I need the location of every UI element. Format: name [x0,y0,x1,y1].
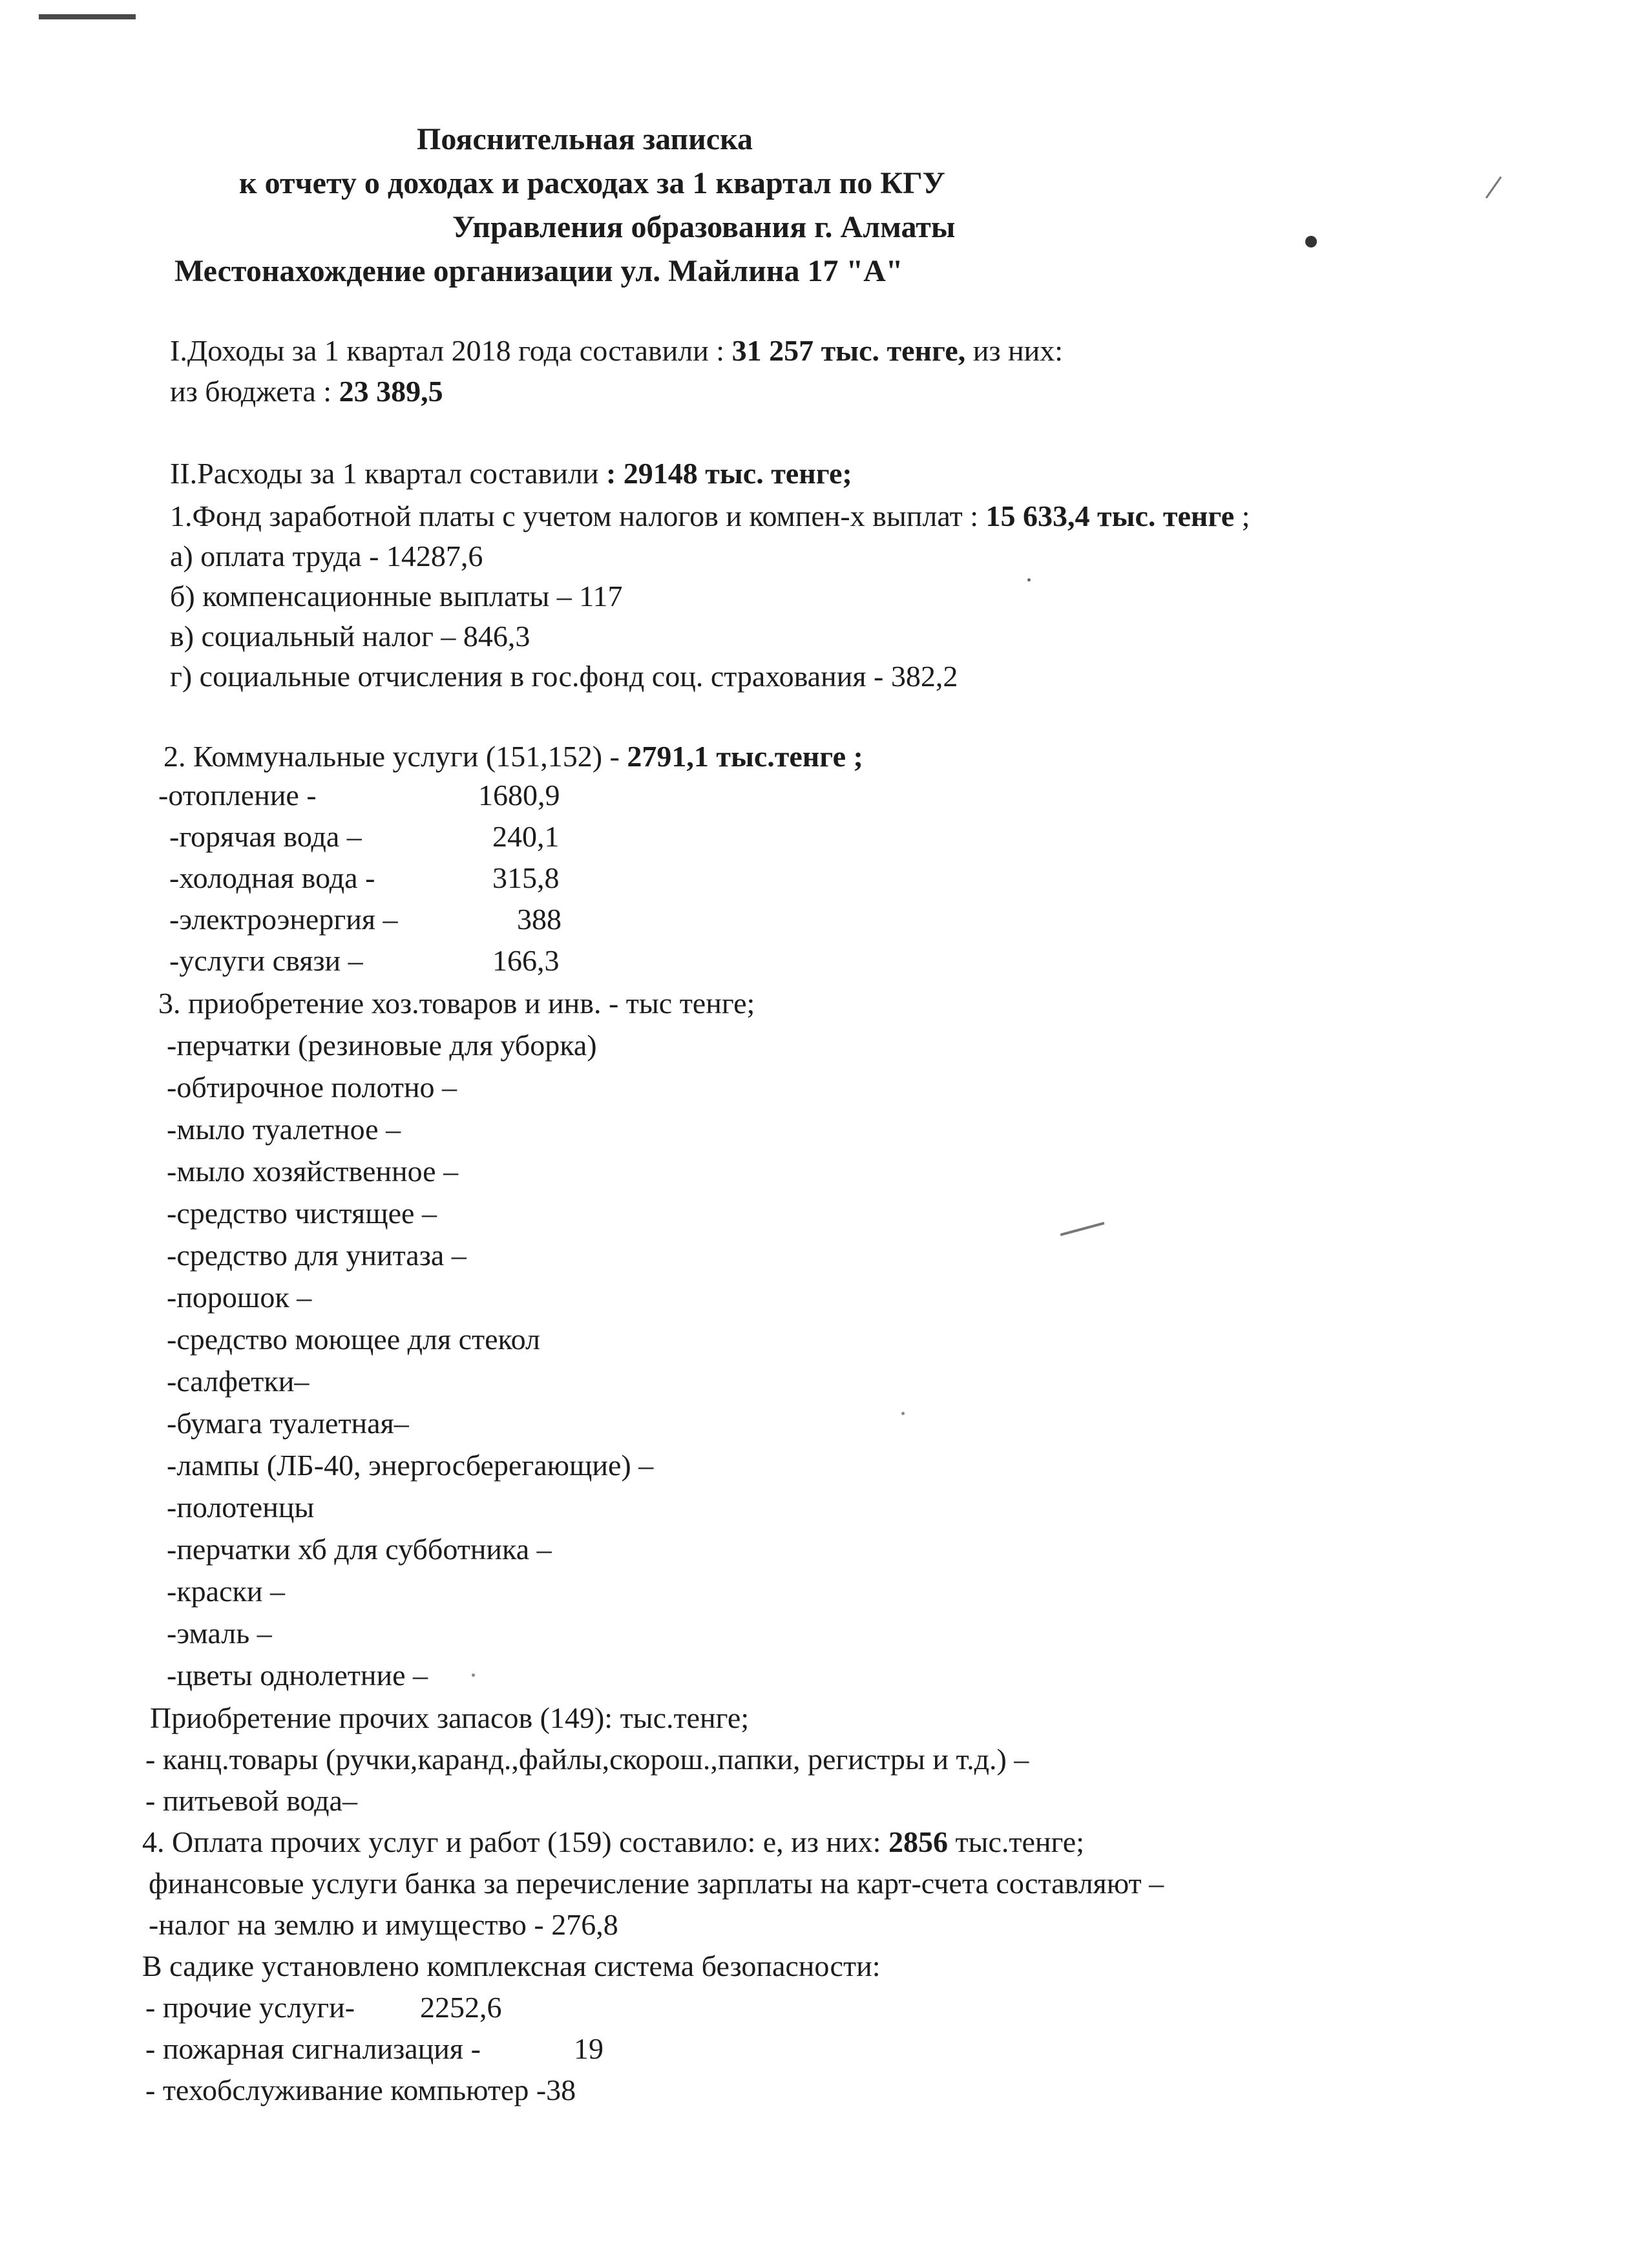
utilities-total: 2791,1 тыс.тенге ; [627,740,863,773]
budget-line [170,377,443,406]
other-stock-item: - канц.товары (ручки,каранд.,файлы,скорош.,папки, регистры и т.д.) – [145,1743,1029,1776]
goods-item: -перчатки хб для субботника – [167,1533,552,1566]
goods-item: -полотенцы [167,1491,315,1524]
goods-item: -обтирочное полотно – [167,1071,457,1104]
goods-item: -перчатки (резиновые для уборка) [167,1029,597,1062]
utility-item-label: -электроэнергия – [169,903,398,936]
utilities-label: 2. Коммунальные услуги (151,152) - [163,740,627,773]
payroll-line [170,501,1250,531]
scan-artifact-mark [1060,1222,1105,1236]
service-item-label: - прочие услуги- [145,1991,355,2024]
goods-heading: 3. приобретение хоз.товаров и инв. - тыс тенге; [158,987,755,1020]
budget-value: 23 389,5 [339,375,443,408]
scan-artifact-dot [1305,236,1317,247]
service-item-label: - пожарная сигнализация - [145,2032,481,2065]
utility-item-label: -услуги связи – [169,944,363,977]
services-label: 4. Оплата прочих услуг и работ (159) составило: е, из них: [142,1825,888,1858]
utilities-line [163,742,863,772]
goods-item: -цветы однолетние – [167,1659,428,1692]
expenses-total: : 29148 тыс. тенге; [605,457,852,490]
payroll-item: а) оплата труда - 14287,6 [170,540,483,572]
goods-item: -эмаль – [167,1617,272,1650]
services-suffix: тыс.тенге; [947,1825,1084,1858]
bank-services-line: финансовые услуги банка за перечисление зарплаты на карт-счета составляют – [149,1867,1164,1900]
goods-item: -порошок – [167,1281,312,1314]
organization-name: Управления образования г. Алматы [452,210,956,244]
service-item-label: - техобслуживание компьютер -38 [145,2074,576,2106]
payroll-item: б) компенсационные выплаты – 117 [170,580,623,613]
scan-artifact-bar [39,14,136,19]
payroll-label: 1.Фонд заработной платы с учетом налогов и компен-х выплат : [170,499,986,532]
goods-item: -средство моющее для стекол [167,1323,540,1356]
document-subtitle: к отчету о доходах и расходах за 1 квартал по КГУ [239,166,945,200]
expenses-label: II.Расходы за 1 квартал составили [170,457,606,490]
goods-item: -мыло хозяйственное – [167,1155,459,1188]
services-line [142,1827,1084,1857]
security-heading: В садике установлено комплексная система безопасности: [142,1949,881,1982]
organization-address: Местонахождение организации ул. Майлина 17 "А" [174,254,903,288]
goods-item: -краски – [167,1575,285,1608]
document-title: Пояснительная записка [417,122,753,156]
utility-item-value: 315,8 [492,861,560,894]
goods-item: -бумага туалетная– [167,1407,409,1440]
other-stock-item: - питьевой вода– [145,1784,357,1817]
goods-item: -салфетки– [167,1365,310,1398]
payroll-suffix: ; [1234,499,1250,532]
income-total: 31 257 тыс. тенге, [731,334,966,367]
scan-artifact-speck [472,1674,475,1677]
utility-item-value: 1680,9 [478,779,560,812]
other-stock-heading: Приобретение прочих запасов (149): тыс.тенге; [150,1701,750,1734]
service-item-value: 19 [574,2032,604,2065]
scan-artifact-tick [1486,176,1502,198]
goods-item: -средство для унитаза – [167,1239,467,1272]
income-suffix: из них: [965,334,1064,367]
payroll-item: в) социальный налог – 846,3 [170,620,530,653]
goods-item: -средство чистящее – [167,1197,437,1230]
payroll-item: г) социальные отчисления в гос.фонд соц. страхования - 382,2 [170,660,958,693]
utility-item-value: 388 [517,903,562,936]
services-total: 2856 [888,1825,948,1858]
budget-label: из бюджета : [170,375,339,408]
expenses-line [170,459,852,488]
utility-item-value: 166,3 [492,944,560,977]
utility-item-value: 240,1 [492,820,560,853]
payroll-total: 15 633,4 тыс. тенге [985,499,1235,532]
utility-item-label: -горячая вода – [169,820,362,853]
scan-artifact-speck [901,1412,905,1415]
service-item-value: 2252,6 [420,1991,502,2024]
goods-item: -мыло туалетное – [167,1113,401,1146]
land-tax-line: -налог на землю и имущество - 276,8 [149,1908,618,1941]
utility-item-label: -холодная вода - [169,861,375,894]
utility-item-label: -отопление - [158,779,317,812]
scan-artifact-speck [1027,578,1031,582]
goods-item: -лампы (ЛБ-40, энергосберегающие) – [167,1449,654,1482]
income-line [170,336,1063,366]
income-label: I.Доходы за 1 квартал 2018 года составили : [170,334,732,367]
